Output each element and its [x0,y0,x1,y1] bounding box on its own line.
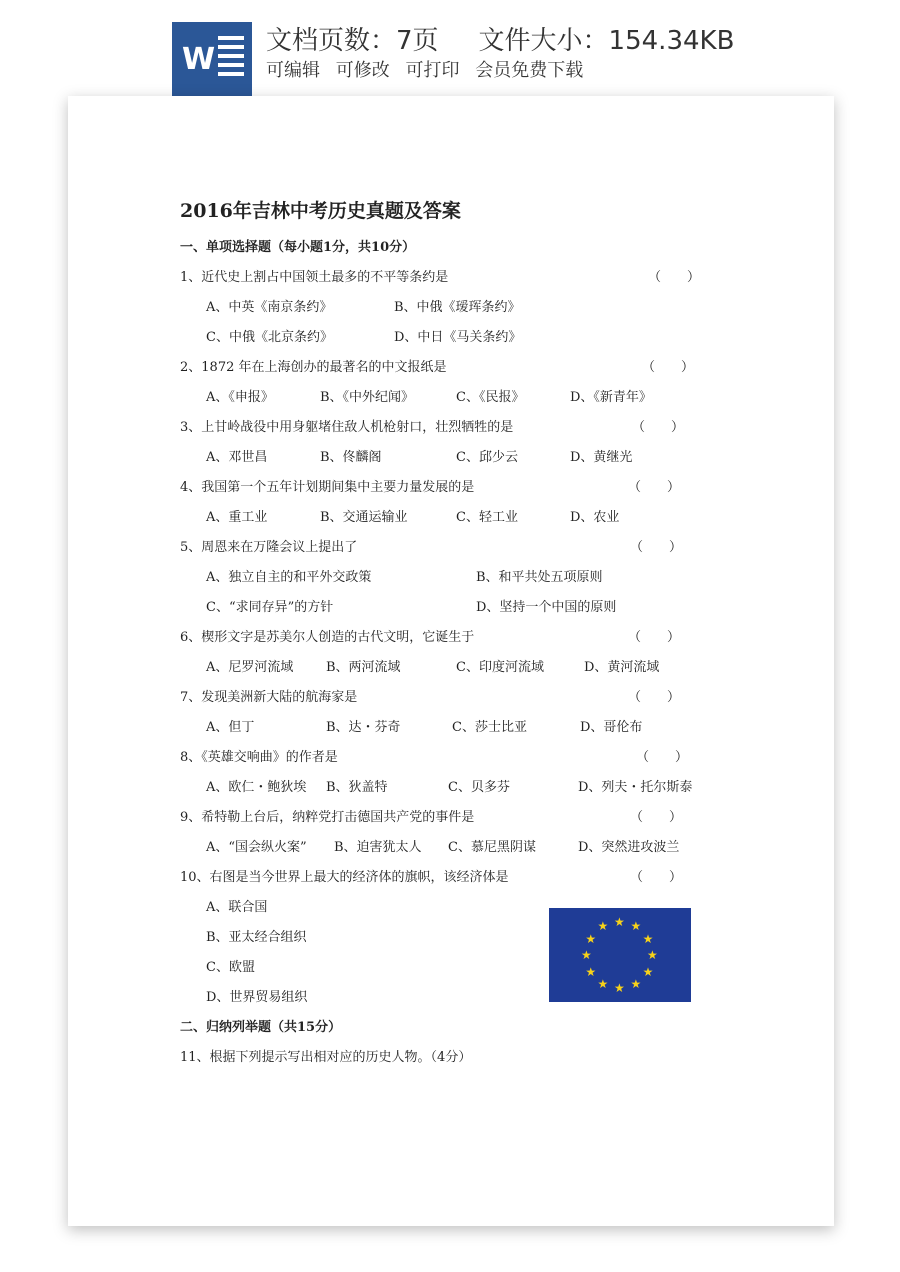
option: D、《新青年》 [570,390,652,405]
flag-star-icon: ★ [614,981,625,995]
feature-item: 可修改 [335,60,390,81]
flag-star-icon: ★ [597,919,609,934]
option: C、邱少云 [456,450,518,465]
question-7: 7、发现美洲新大陆的航海家是 [180,690,358,705]
section-heading-2: 二、归纳列举题（共15分） [180,1020,342,1035]
question-8: 8、《英雄交响曲》的作者是 [180,750,338,765]
option: A、尼罗河流域 [206,660,294,675]
flag-star-icon: ★ [597,976,609,991]
flag-star-icon: ★ [630,919,642,934]
option: A、欧仁・鲍狄埃 [206,780,307,795]
flag-star-icon: ★ [642,964,654,979]
option: A、邓世昌 [206,450,268,465]
question-9: 9、希特勒上台后，纳粹党打击德国共产党的事件是 [180,810,475,825]
feature-item: 可编辑 [266,60,320,81]
question-1: 1、近代史上割占中国领土最多的不平等条约是 [180,270,449,285]
eu-flag-image [549,908,691,1002]
answer-blank: （ ） [628,630,681,645]
option: D、坚持一个中国的原则 [476,600,617,615]
option: A、重工业 [206,510,268,525]
option: D、突然进攻波兰 [578,840,680,855]
document-title: 2016年吉林中考历史真题及答案 [180,200,461,222]
option: B、达・芬奇 [326,720,401,735]
option: B、狄盖特 [326,780,388,795]
flag-star-icon: ★ [585,931,597,946]
answer-blank: （ ） [630,810,683,825]
option: B、佟麟阁 [320,450,382,465]
header [0,0,900,100]
option: C、慕尼黑阴谋 [448,840,536,855]
question-6: 6、楔形文字是苏美尔人创造的古代文明，它诞生于 [180,630,475,645]
word-document-icon [172,22,252,96]
option: A、“国会纵火案” [206,840,307,855]
option: C、“求同存异”的方针 [206,600,334,615]
answer-blank: （ ） [630,870,683,885]
flag-star-icon: ★ [642,931,654,946]
option: C、轻工业 [456,510,518,525]
header-info [266,20,734,57]
option: A、但丁 [206,720,255,735]
option: B、亚太经合组织 [206,930,307,945]
option: B、《中外纪闻》 [320,390,415,405]
option: D、黄河流域 [584,660,660,675]
option: D、世界贸易组织 [206,990,308,1005]
answer-blank: （ ） [630,540,683,555]
option: C、莎士比亚 [452,720,527,735]
feature-item: 会员免费下载 [475,60,584,81]
answer-blank: （ ） [636,750,689,765]
option: C、欧盟 [206,960,255,975]
answer-blank: （ ） [632,420,685,435]
option: C、《民报》 [456,390,525,405]
option: D、哥伦布 [580,720,643,735]
option: B、和平共处五项原则 [476,570,603,585]
answer-blank: （ ） [628,690,681,705]
question-5: 5、周恩来在万隆会议上提出了 [180,540,358,555]
option: A、中英《南京条约》 [206,300,333,315]
answer-blank: （ ） [648,270,701,285]
option: B、迫害犹太人 [334,840,422,855]
file-size: 文件大小：154.34KB [478,26,735,56]
answer-blank: （ ） [642,360,695,375]
page-count: 文档页数：7页 [266,26,439,56]
option: B、交通运输业 [320,510,408,525]
section-heading-1: 一、单项选择题（每小题1分，共10分） [180,240,416,255]
flag-star-icon: ★ [630,976,642,991]
feature-list [266,56,593,82]
flag-star-icon: ★ [614,915,625,929]
option: A、《申报》 [206,390,274,405]
option: C、贝多芬 [448,780,510,795]
question-3: 3、上甘岭战役中用身躯堵住敌人机枪射口，壮烈牺牲的是 [180,420,514,435]
icon-letter: W [182,42,216,77]
question-11: 11、根据下列提示写出相对应的历史人物。（4分） [180,1050,472,1065]
option: A、联合国 [206,900,268,915]
option: B、中俄《瑷珲条约》 [394,300,521,315]
option: D、农业 [570,510,620,525]
question-10: 10、右图是当今世界上最大的经济体的旗帜，该经济体是 [180,870,509,885]
flag-star-icon: ★ [585,964,597,979]
question-4: 4、我国第一个五年计划期间集中主要力量发展的是 [180,480,475,495]
flag-star-icon: ★ [647,948,658,962]
option: A、独立自主的和平外交政策 [206,570,372,585]
option: D、中日《马关条约》 [394,330,522,345]
option: D、列夫・托尔斯泰 [578,780,693,795]
feature-item: 可打印 [405,60,460,81]
answer-blank: （ ） [628,480,681,495]
flag-star-icon: ★ [581,948,592,962]
option: B、两河流域 [326,660,401,675]
question-2: 2、1872 年在上海创办的最著名的中文报纸是 [180,360,447,375]
option: C、印度河流域 [456,660,544,675]
option: D、黄继光 [570,450,633,465]
document-page [68,96,834,1226]
option: C、中俄《北京条约》 [206,330,333,345]
